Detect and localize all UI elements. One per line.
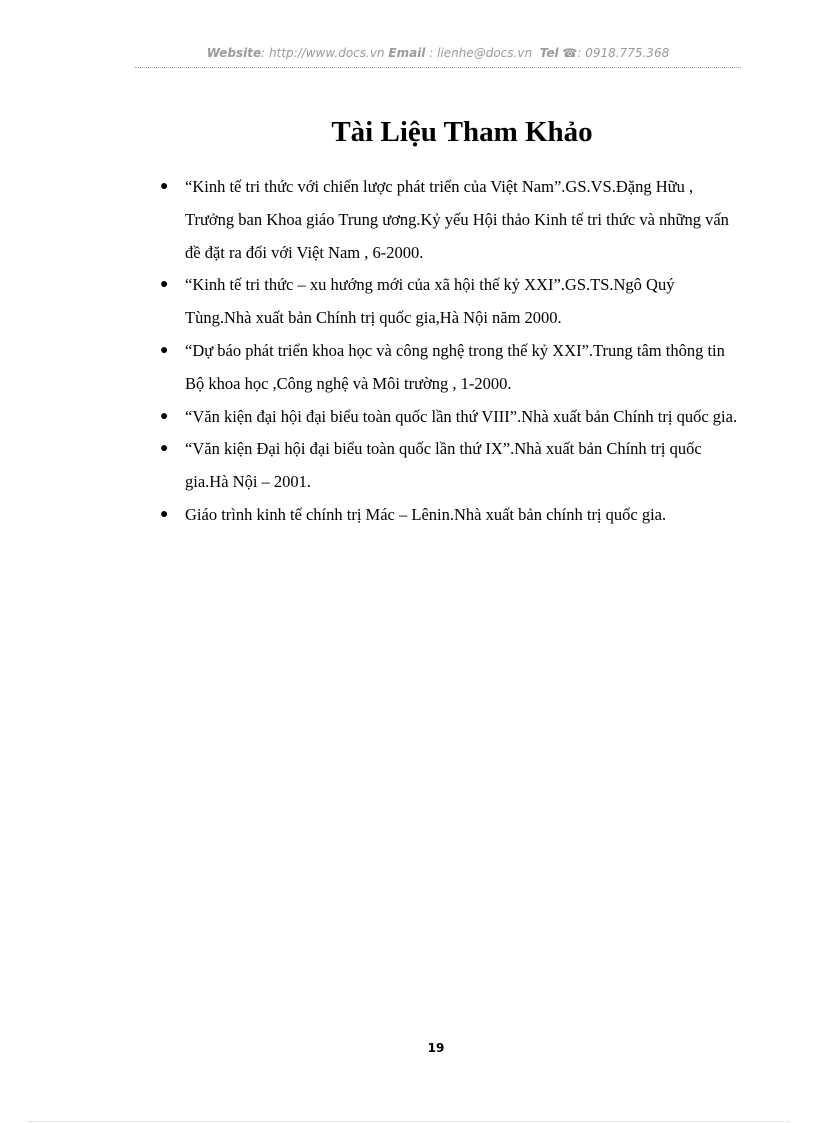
- tel-label: Tel: [539, 46, 559, 60]
- reference-item: [160, 335, 740, 401]
- reference-text: “Kinh tế tri thức với chiến lược phát triển của Việt Nam”.GS.VS.Đặng Hữu , Trưởng ban Khoa giáo Trung ương.Kỷ yếu Hội thảo Kinh tế tri thức và những vấn đề đặt ra đối với Việt Nam , 6-2000.: [185, 177, 729, 262]
- email-address: : lienhe@docs.vn: [425, 46, 533, 60]
- email-label: Email: [388, 46, 426, 60]
- bullet-icon: ●: [160, 408, 169, 424]
- bullet-icon: ●: [160, 179, 169, 194]
- reference-text: Giáo trình kinh tế chính trị Mác – Lênin.Nhà xuất bản chính trị quốc gia.: [185, 504, 667, 524]
- website-label: Website: [206, 46, 262, 60]
- bottom-divider: [28, 1121, 790, 1122]
- reference-list: [160, 171, 740, 532]
- bullet-icon: ●: [160, 342, 169, 358]
- page-number: 19: [427, 1041, 445, 1055]
- tel-number: : 0918.775.368: [577, 46, 670, 60]
- page-header: [135, 46, 741, 60]
- bullet-icon: ●: [160, 277, 169, 293]
- reference-item: [160, 269, 740, 335]
- reference-text: “Dự báo phát triển khoa học và công nghệ trong thế kỷ XXI”.Trung tâm thông tin Bộ khoa học ,Công nghệ và Môi trường , 1-2000.: [185, 340, 725, 393]
- bullet-icon: ●: [160, 506, 169, 522]
- reference-item: [160, 171, 740, 269]
- reference-text: “Văn kiện đại hội đại biểu toàn quốc lần thứ VIII”.Nhà xuất bản Chính trị quốc gia.: [185, 406, 738, 426]
- header-divider: [135, 67, 741, 68]
- reference-text: “Văn kiện Đại hội đại biểu toàn quốc lần thứ IX”.Nhà xuất bản Chính trị quốc gia.Hà Nội – 2001.: [185, 439, 702, 492]
- bullet-icon: ●: [160, 441, 169, 457]
- reference-item: [160, 433, 740, 499]
- phone-icon: ☎: [562, 46, 578, 60]
- page-title: Tài Liệu Tham Khảo: [331, 116, 593, 148]
- reference-item: [160, 499, 740, 532]
- website-url: : http://www.docs.vn: [261, 46, 385, 60]
- reference-item: [160, 401, 740, 434]
- reference-text: “Kinh tế tri thức – xu hướng mới của xã hội thế kỷ XXI”.GS.TS.Ngô Quý Tùng.Nhà xuất bản Chính trị quốc gia,Hà Nội năm 2000.: [185, 275, 675, 328]
